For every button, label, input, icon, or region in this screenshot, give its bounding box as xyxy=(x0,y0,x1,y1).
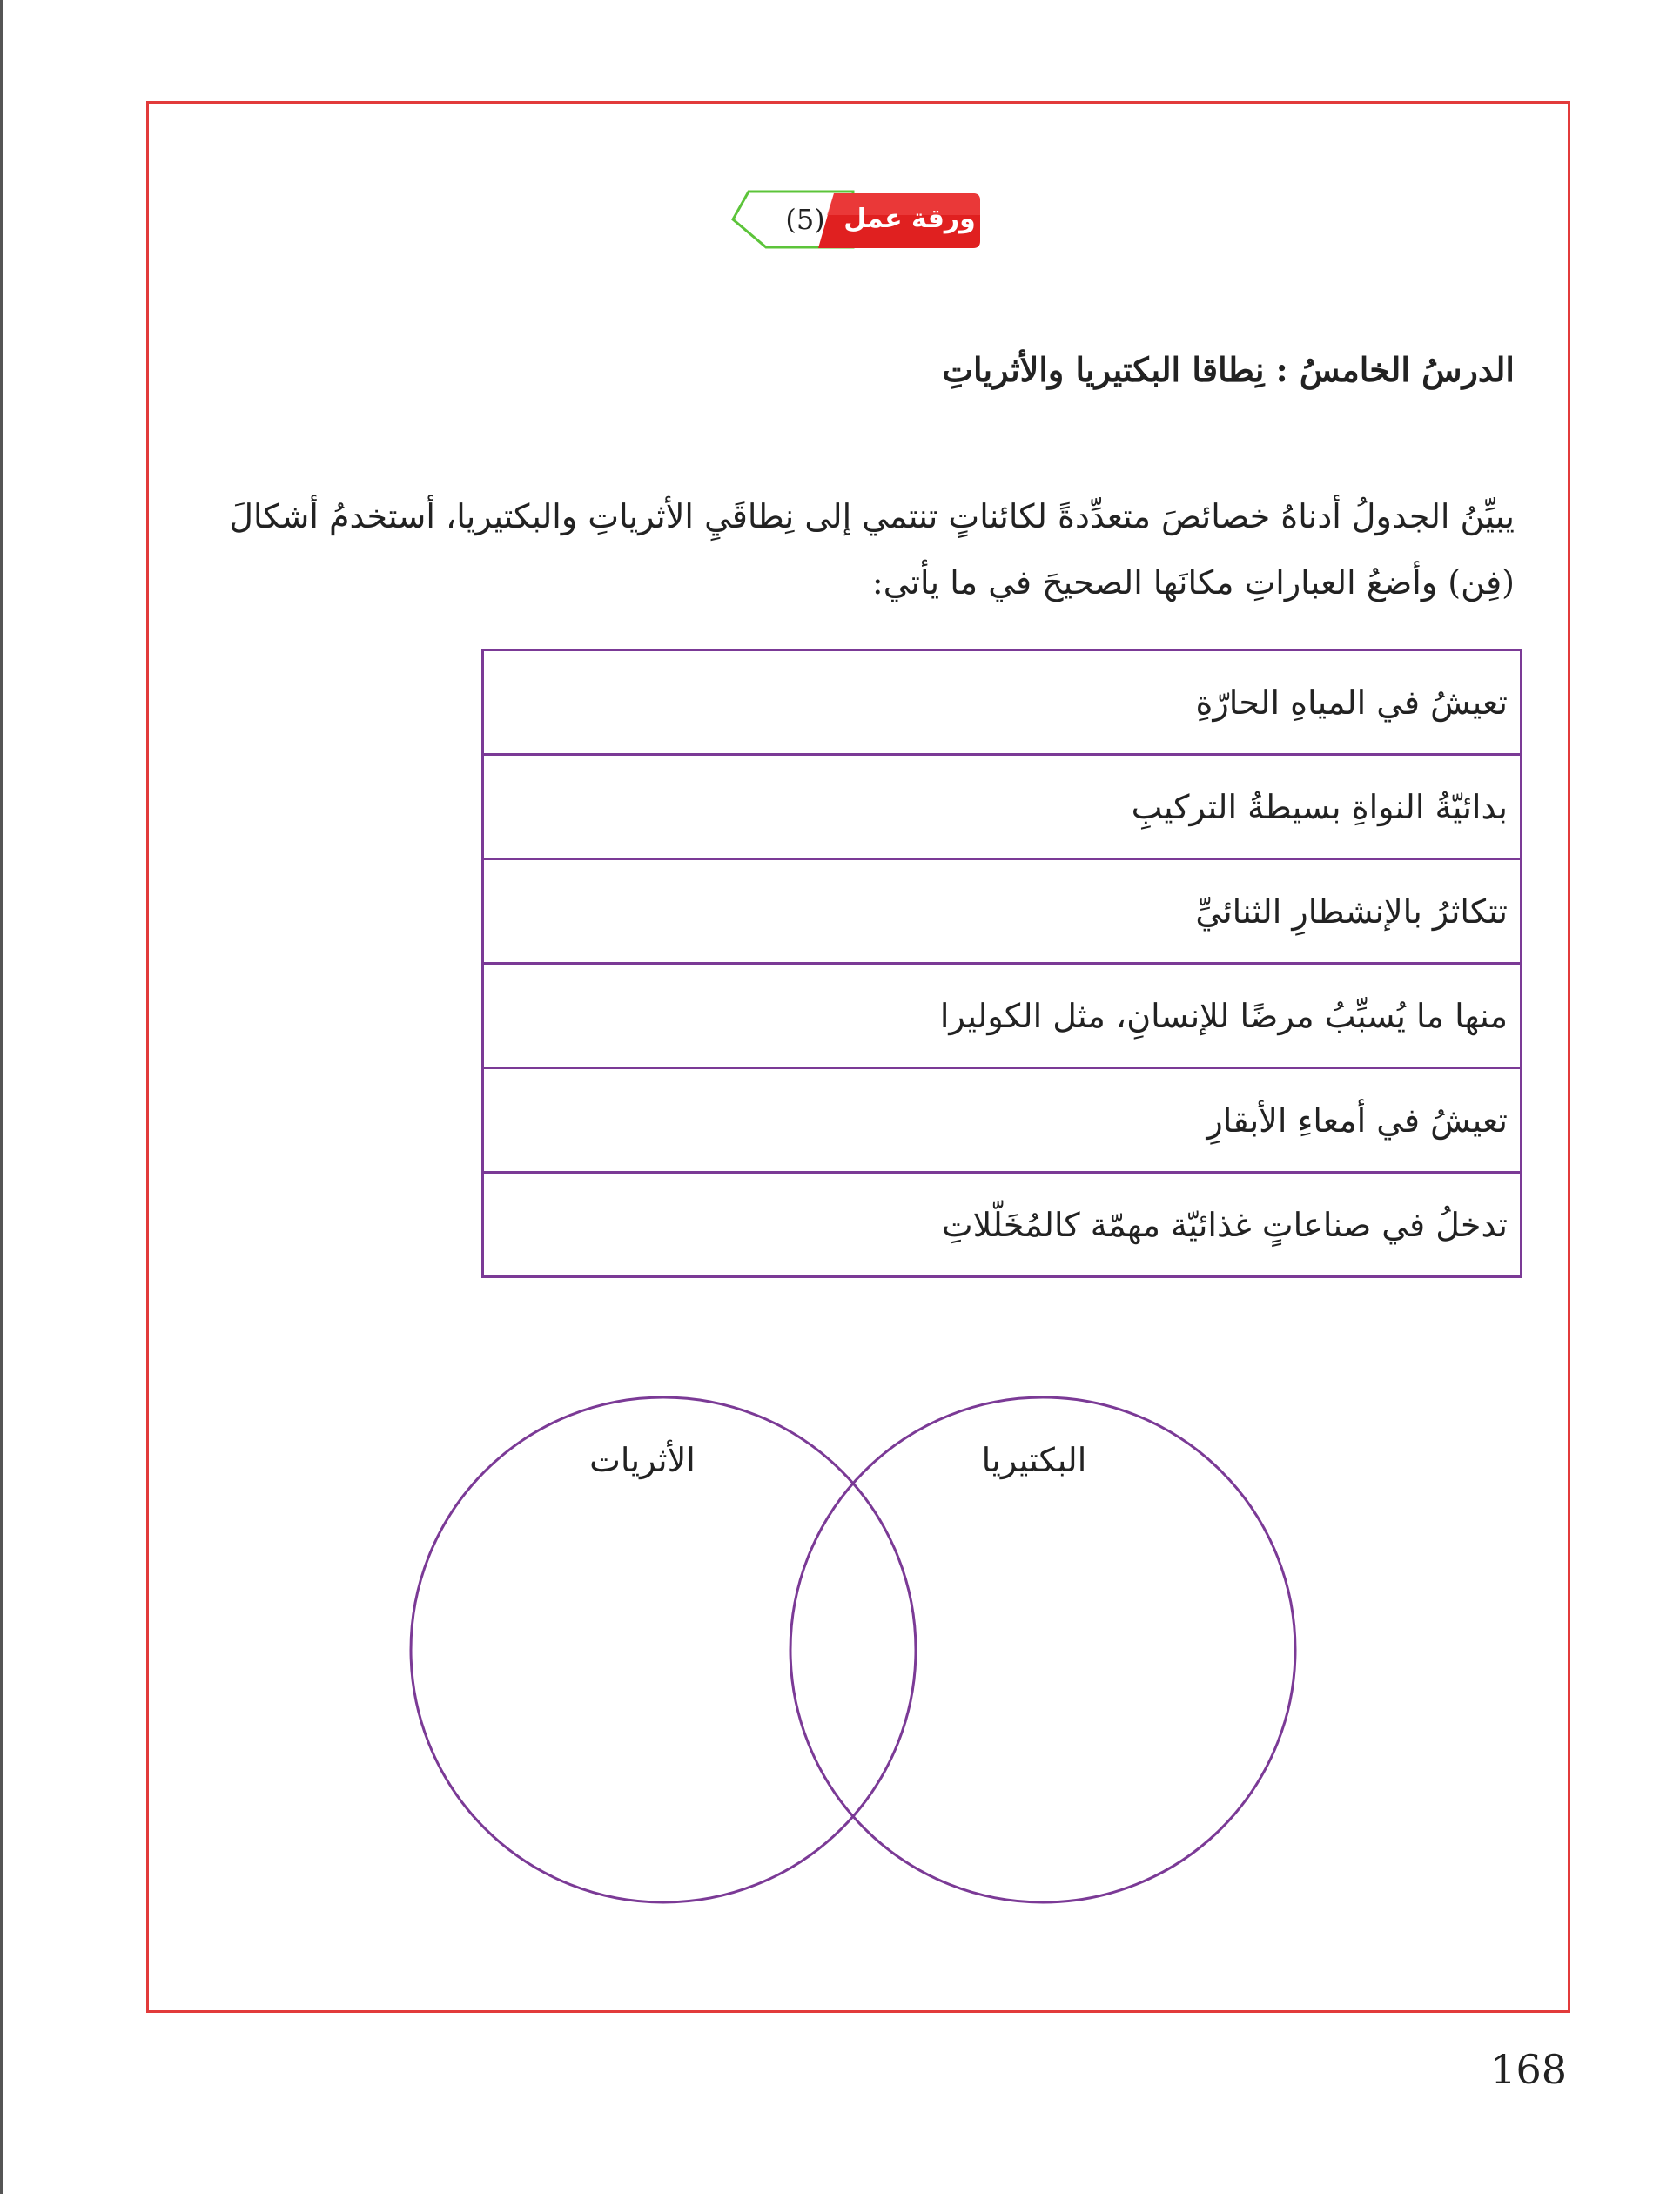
venn-label-archaea: الأثريات xyxy=(589,1441,696,1479)
statement-cell: تدخلُ في صناعاتٍ غذائيّة مهمّة كالمُخَلّلاتِ xyxy=(483,1173,1522,1277)
venn-label-bacteria: البكتيريا xyxy=(981,1441,1087,1479)
page-number: 168 xyxy=(1490,2046,1567,2093)
lesson-title: الدرسُ الخامسُ : نِطاقا البكتيريا والأثرياتِ xyxy=(942,350,1515,389)
statement-cell: تتكاثرُ بالإنشطارِ الثنائيِّ xyxy=(483,859,1522,964)
statement-cell: بدائيّةُ النواةِ بسيطةُ التركيبِ xyxy=(483,755,1522,859)
statement-cell: تعيشُ في المياهِ الحارّةِ xyxy=(483,650,1522,755)
statement-cell: تعيشُ في أمعاءِ الأبقارِ xyxy=(483,1068,1522,1173)
worksheet-number: (5) xyxy=(785,203,825,236)
worksheet-label: ورقة عمل xyxy=(843,204,976,234)
instructions-text: يبيِّنُ الجدولُ أدناهُ خصائصَ متعدِّدةً لكائناتٍ تنتمي إلى نِطاقَيِ الأثرياتِ والبكتيريا، أستخدمُ أشكالَ (فِن) وأضعُ العباراتِ مكانَها الصحيحَ في ما يأتي: xyxy=(229,497,1515,602)
statement-cell: منها ما يُسبِّبُ مرضًا للإنسانِ، مثل الكوليرا xyxy=(483,964,1522,1068)
